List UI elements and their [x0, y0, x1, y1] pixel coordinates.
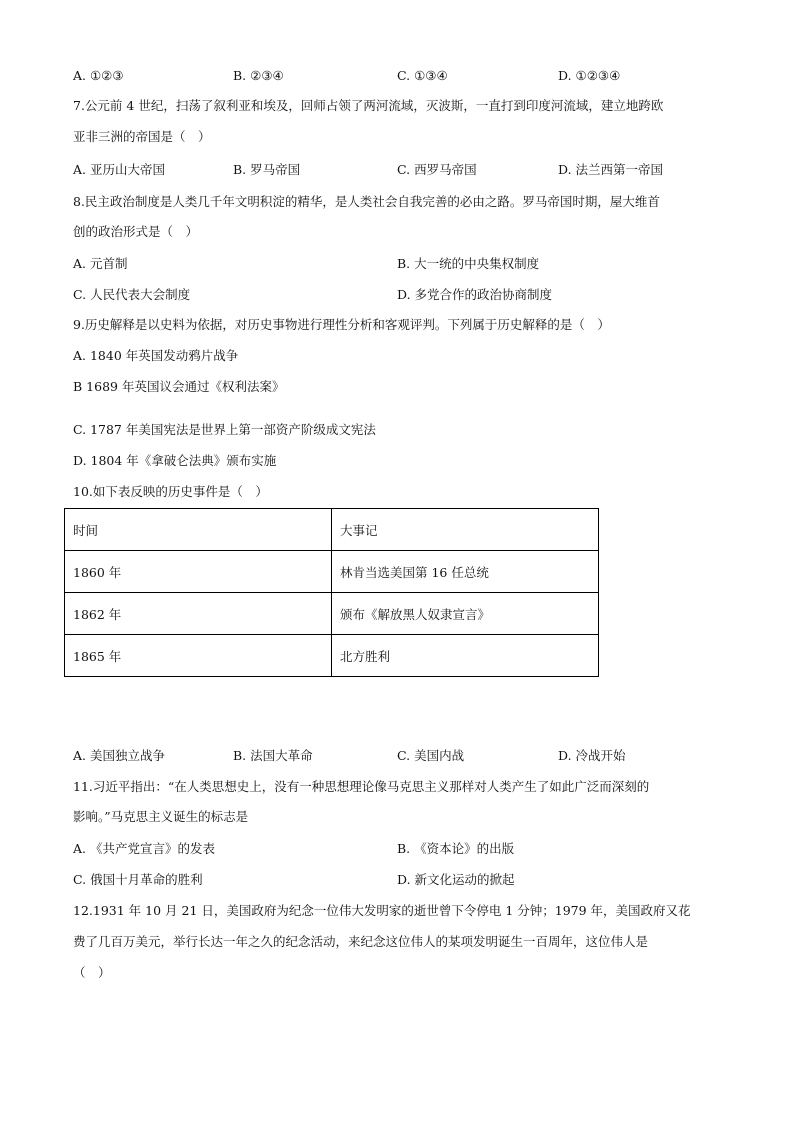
events-table — [64, 508, 599, 677]
q8-stem-line1: 8.民主政治制度是人类几千年文明积淀的精华，是人类社会自我完善的必由之路。罗马帝国时期，屋大维首 — [73, 194, 660, 209]
q8-option-a: A. 元首制 — [73, 256, 128, 271]
table-cell: 1865 年 — [65, 635, 332, 677]
q9-option-d: D. 1804 年《拿破仑法典》颁布实施 — [73, 453, 277, 468]
q6-option-c: C. ①③④ — [397, 68, 448, 83]
q9-option-b: B 1689 年英国议会通过《权利法案》 — [73, 379, 285, 394]
q10-stem: 10.如下表反映的历史事件是（ ） — [73, 484, 268, 499]
table-cell: 1862 年 — [65, 593, 332, 635]
q10-option-d: D. 冷战开始 — [558, 748, 626, 763]
q10-option-c: C. 美国内战 — [397, 748, 465, 763]
q7-stem-line2: 亚非三洲的帝国是（ ） — [73, 129, 211, 144]
q7-option-b: B. 罗马帝国 — [233, 162, 301, 177]
q9-stem: 9.历史解释是以史料为依据，对历史事物进行理性分析和客观评判。下列属于历史解释的是（ ） — [73, 317, 610, 332]
table-cell: 颁布《解放黑人奴隶宣言》 — [332, 593, 599, 635]
q12-stem-line3: （ ） — [73, 965, 111, 980]
q8-stem-line2: 创的政治形式是（ ） — [73, 224, 199, 239]
table-cell: 北方胜利 — [332, 635, 599, 677]
q9-option-a: A. 1840 年英国发动鸦片战争 — [73, 348, 239, 363]
table-cell: 林肯当选美国第 16 任总统 — [332, 551, 599, 593]
q11-option-d: D. 新文化运动的掀起 — [397, 872, 515, 887]
table-header-row — [65, 509, 599, 551]
q7-option-c: C. 西罗马帝国 — [397, 162, 477, 177]
q12-stem-line2: 费了几百万美元，举行长达一年之久的纪念活动，来纪念这位伟人的某项发明诞生一百周年，这位伟人是 — [73, 934, 649, 949]
q11-option-c: C. 俄国十月革命的胜利 — [73, 872, 203, 887]
q8-option-d: D. 多党合作的政治协商制度 — [397, 287, 553, 302]
q7-option-a: A. 亚历山大帝国 — [73, 162, 165, 177]
q8-option-c: C. 人民代表大会制度 — [73, 287, 191, 302]
q11-option-b: B. 《资本论》的出版 — [397, 841, 515, 856]
q6-option-a: A. ①②③ — [73, 68, 124, 83]
table-header-cell: 大事记 — [332, 509, 599, 551]
q6-option-d: D. ①②③④ — [558, 68, 621, 83]
q9-option-c: C. 1787 年美国宪法是世界上第一部资产阶级成文宪法 — [73, 422, 376, 437]
table-cell: 1860 年 — [65, 551, 332, 593]
q7-option-d: D. 法兰西第一帝国 — [558, 162, 664, 177]
q11-option-a: A. 《共产党宣言》的发表 — [73, 841, 215, 856]
q12-stem-line1: 12.1931 年 10 月 21 日，美国政府为纪念一位伟大发明家的逝世曾下令停电 1 分钟；1979 年，美国政府又花 — [73, 903, 691, 918]
q6-option-b: B. ②③④ — [233, 68, 284, 83]
q10-option-a: A. 美国独立战争 — [73, 748, 165, 763]
q11-stem-line1: 11.习近平指出：“在人类思想史上，没有一种思想理论像马克思主义那样对人类产生了如此广泛而深刻的 — [73, 779, 650, 794]
table-row — [65, 551, 599, 593]
q10-option-b: B. 法国大革命 — [233, 748, 313, 763]
table-header-cell: 时间 — [65, 509, 332, 551]
q8-option-b: B. 大一统的中央集权制度 — [397, 256, 540, 271]
q7-stem-line1: 7.公元前 4 世纪，扫荡了叙利亚和埃及，回师占领了两河流域，灭波斯，一直打到印度河流域，建立地跨欧 — [73, 98, 664, 113]
table-row — [65, 635, 599, 677]
table-row — [65, 593, 599, 635]
q11-stem-line2: 影响。”马克思主义诞生的标志是 — [73, 809, 249, 824]
